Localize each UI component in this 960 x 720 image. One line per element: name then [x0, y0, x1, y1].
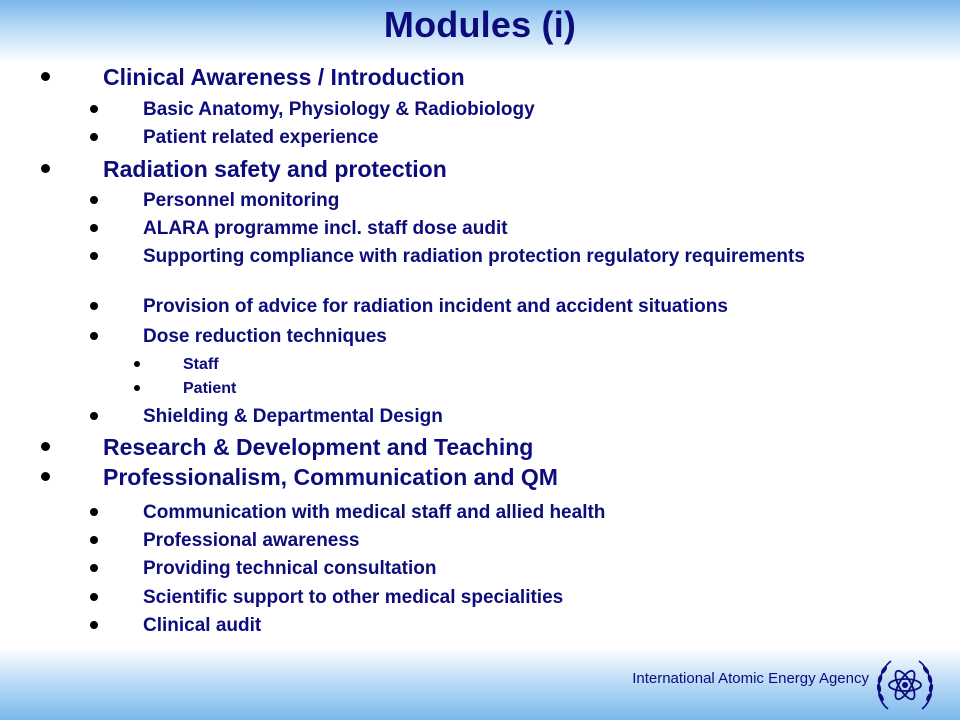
- bullet-level-2: [143, 326, 387, 347]
- bullet-text: Providing technical consultation: [143, 558, 437, 579]
- bullet-level-2: [143, 406, 443, 427]
- bullet-dot-icon: [90, 224, 98, 232]
- footer-organization: International Atomic Energy Agency: [632, 670, 869, 687]
- bullet-dot-icon: [41, 164, 50, 173]
- bullet-level-1: [103, 464, 558, 490]
- bullet-level-2: [143, 558, 436, 579]
- bullet-dot-icon: [90, 196, 98, 204]
- bullet-text: Supporting compliance with radiation protection regulatory requirements: [143, 246, 805, 267]
- bullet-dot-icon: [90, 593, 98, 601]
- bullet-level-3: [183, 356, 219, 374]
- slide-title: Modules (i): [383, 4, 577, 45]
- bullet-text: Radiation safety and protection: [103, 156, 447, 182]
- bullet-text: Patient: [183, 380, 237, 397]
- bullet-level-2: [143, 502, 605, 523]
- bullet-level-2: [143, 190, 339, 211]
- bullet-text: Professionalism, Communication and QM: [103, 464, 558, 490]
- bullet-level-2: [143, 296, 863, 317]
- bullet-dot-icon: [134, 385, 140, 391]
- bullet-level-2: [143, 615, 261, 636]
- bullet-dot-icon: [90, 332, 98, 340]
- bullet-text: Staff: [183, 356, 219, 373]
- bullet-dot-icon: [90, 252, 98, 260]
- bullet-text: Clinical audit: [143, 615, 262, 636]
- bullet-dot-icon: [90, 412, 98, 420]
- bullet-level-1: [103, 434, 533, 460]
- bullet-text: Personnel monitoring: [143, 190, 340, 211]
- bullet-text: Scientific support to other medical specialities: [143, 587, 564, 608]
- bullet-dot-icon: [90, 105, 98, 113]
- bullet-text: Clinical Awareness / Introduction: [103, 64, 465, 90]
- bullet-level-2: [143, 246, 863, 267]
- bullet-level-3: [183, 380, 236, 398]
- bullet-text: Patient related experience: [143, 127, 379, 148]
- bullet-dot-icon: [90, 564, 98, 572]
- bullet-text: ALARA programme incl. staff dose audit: [143, 218, 508, 239]
- bullet-dot-icon: [90, 621, 98, 629]
- bullet-level-2: [143, 127, 379, 148]
- bullet-dot-icon: [41, 72, 50, 81]
- bullet-level-2: [143, 587, 563, 608]
- bullet-dot-icon: [41, 442, 50, 451]
- bullet-dot-icon: [41, 472, 50, 481]
- bullet-dot-icon: [90, 508, 98, 516]
- bullet-text: Basic Anatomy, Physiology & Radiobiology: [143, 99, 535, 120]
- bullet-level-2: [143, 218, 508, 239]
- bullet-text: Dose reduction techniques: [143, 326, 387, 347]
- bullet-dot-icon: [134, 361, 140, 367]
- bullet-text: Professional awareness: [143, 530, 360, 551]
- bullet-dot-icon: [90, 536, 98, 544]
- bullet-dot-icon: [90, 133, 98, 141]
- bullet-level-2: [143, 99, 535, 120]
- bullet-level-1: [103, 156, 447, 182]
- bullet-text: Provision of advice for radiation incident and accident situations: [143, 296, 728, 317]
- iaea-logo-icon: [874, 657, 936, 715]
- bullet-text: Communication with medical staff and allied health: [143, 502, 606, 523]
- bullet-dot-icon: [90, 302, 98, 310]
- bullet-text: Shielding & Departmental Design: [143, 406, 443, 427]
- bullet-level-1: [103, 64, 465, 90]
- bullet-level-2: [143, 530, 360, 551]
- bullet-text: Research & Development and Teaching: [103, 434, 534, 460]
